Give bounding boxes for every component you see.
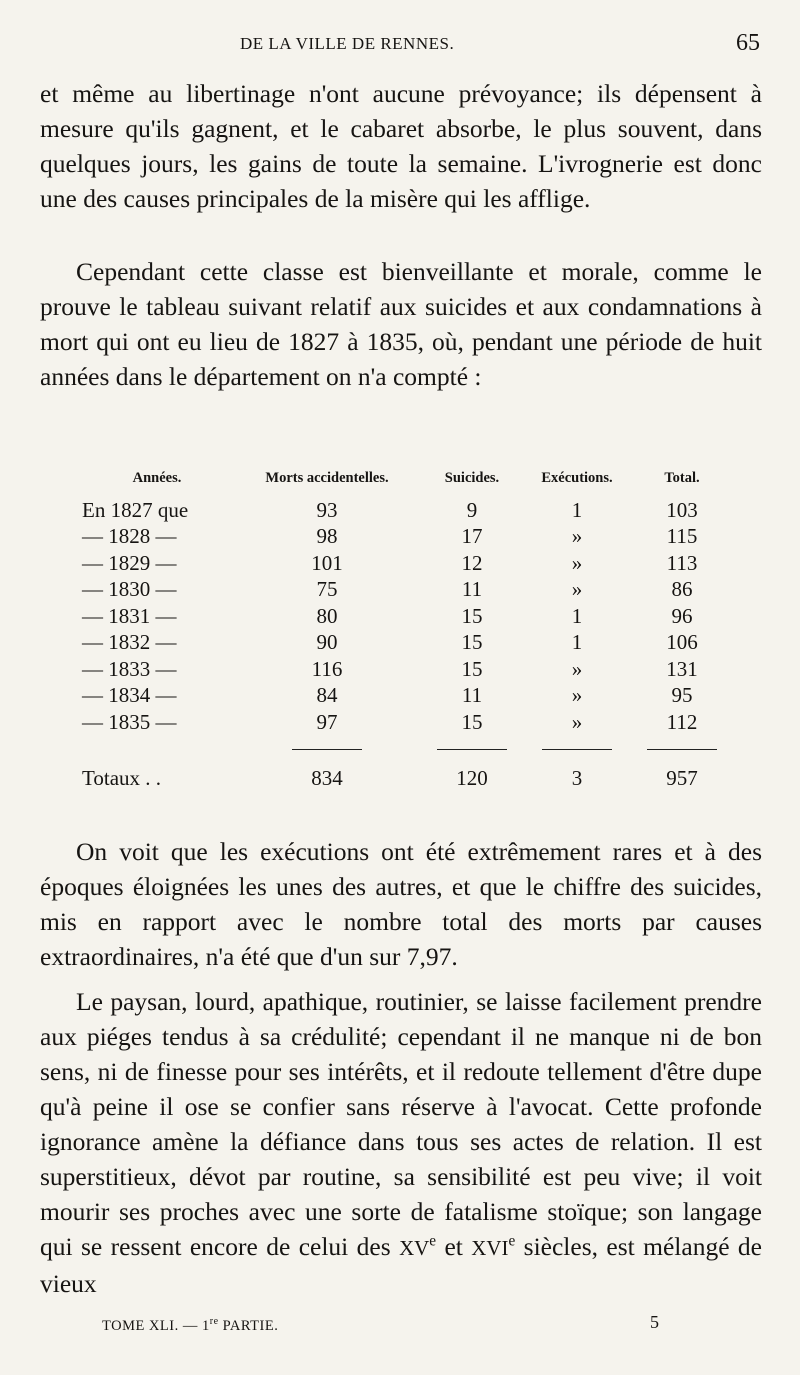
table-row bbox=[82, 497, 732, 524]
cell-accidental: 90 bbox=[316, 630, 338, 655]
table-row bbox=[82, 683, 732, 710]
cell-executions: » bbox=[571, 524, 583, 549]
paragraph-1: et même au libertinage n'ont aucune prévoyance; ils dépensent à mesure qu'ils gagnent, et le cabaret absorbe, le plus souvent, dans quelques jours, les gains de toute la semaine. L'ivrognerie est donc une des causes principales de la misère qui les afflige. bbox=[40, 79, 762, 213]
cell-year: En 1827 que bbox=[82, 497, 189, 522]
sum-rule bbox=[647, 749, 717, 750]
table-row bbox=[82, 577, 732, 604]
cell-year: — 1832 — bbox=[82, 630, 177, 655]
volume-text: TOME XLI. — 1 bbox=[102, 1318, 210, 1334]
cell-total: 131 bbox=[666, 656, 698, 681]
table-row bbox=[82, 603, 732, 630]
century-xvi-suffix: e bbox=[508, 1232, 516, 1250]
cell-suicides: 9 bbox=[466, 497, 478, 522]
table-row bbox=[82, 524, 732, 551]
cell-suicides: 11 bbox=[461, 577, 483, 602]
cell-total: 96 bbox=[671, 603, 693, 628]
cell-total: 112 bbox=[666, 709, 698, 734]
cell-executions: » bbox=[571, 683, 583, 708]
cell-suicides: 15 bbox=[461, 630, 483, 655]
paragraph-4-text: Le paysan, lourd, apathique, routinier, se laisse facilement prendre aux piéges tendus à sa crédulité; cependant il ne manque ni de bon sens, ni de finesse pour ses intérêts, et il redoute tellement d'être dupe qu'à peine il ose se confier sans réserve à l'avocat. Cette profonde ignorance amène la défiance dans tous ses actes de relation. Il est superstitieux, dévot par routine, sa sensibilité est peu vive; il voit mourir ses proches avec une sorte de fatalisme stoïque; son langage qui se ressent encore de celui des bbox=[40, 987, 762, 1261]
volume-note bbox=[102, 1318, 278, 1335]
total-suicides: 120 bbox=[456, 766, 488, 790]
cell-total: 115 bbox=[666, 524, 698, 549]
cell-accidental: 80 bbox=[316, 603, 338, 628]
signature-mark: 5 bbox=[650, 1312, 659, 1332]
cell-suicides: 12 bbox=[461, 550, 483, 575]
cell-total: 103 bbox=[666, 497, 698, 522]
cell-executions: 1 bbox=[571, 603, 583, 628]
paragraph-4-and: et bbox=[436, 1232, 472, 1261]
totals-label: Totaux . . bbox=[82, 766, 162, 790]
cell-year: — 1834 — bbox=[82, 683, 177, 708]
header-years: Années. bbox=[132, 470, 182, 486]
paragraph-2: Cependant cette classe est bienveillante et morale, comme le prouve le tableau suivant relatif aux suicides et aux condamnations à mort qui ont eu lieu de 1827 à 1835, où, pendant une période de huit années dans le département on n'a compté : bbox=[40, 257, 762, 391]
cell-accidental: 101 bbox=[311, 550, 343, 575]
sum-rule bbox=[542, 749, 612, 750]
table-row bbox=[82, 550, 732, 577]
cell-year: — 1829 — bbox=[82, 550, 177, 575]
cell-executions: » bbox=[571, 709, 583, 734]
total-executions: 3 bbox=[571, 766, 583, 790]
cell-accidental: 116 bbox=[311, 656, 343, 681]
statistics-table bbox=[82, 470, 732, 797]
paragraph-4-end: siècles, est mélangé de vieux bbox=[40, 1232, 762, 1298]
page-number: 65 bbox=[736, 30, 760, 56]
cell-accidental: 75 bbox=[316, 577, 338, 602]
sum-rule bbox=[437, 749, 507, 750]
century-xv-suffix: e bbox=[429, 1232, 437, 1250]
cell-year: — 1830 — bbox=[82, 577, 177, 602]
cell-year: — 1831 — bbox=[82, 603, 177, 628]
cell-executions: » bbox=[571, 577, 583, 602]
century-xv: XV bbox=[399, 1236, 430, 1260]
table-row bbox=[82, 630, 732, 657]
header-accidental-deaths: Morts accidentelles. bbox=[265, 470, 389, 486]
century-xvi: XVI bbox=[471, 1236, 509, 1260]
cell-total: 95 bbox=[671, 683, 693, 708]
cell-total: 113 bbox=[666, 550, 698, 575]
header-total: Total. bbox=[664, 470, 700, 486]
table-row bbox=[82, 709, 732, 736]
cell-year: — 1828 — bbox=[82, 524, 177, 549]
table-row bbox=[82, 656, 732, 683]
volume-end: PARTIE. bbox=[218, 1318, 279, 1334]
header-executions: Exécutions. bbox=[541, 470, 613, 486]
cell-suicides: 17 bbox=[461, 524, 483, 549]
cell-year: — 1835 — bbox=[82, 709, 177, 734]
cell-total: 86 bbox=[671, 577, 693, 602]
header-suicides: Suicides. bbox=[444, 470, 500, 486]
cell-total: 106 bbox=[666, 630, 698, 655]
cell-suicides: 15 bbox=[461, 709, 483, 734]
cell-executions: » bbox=[571, 656, 583, 681]
total-accidental: 834 bbox=[311, 766, 343, 790]
cell-accidental: 97 bbox=[316, 709, 338, 734]
cell-year: — 1833 — bbox=[82, 656, 177, 681]
totals-row bbox=[82, 761, 732, 797]
cell-executions: 1 bbox=[571, 630, 583, 655]
table-header-row bbox=[82, 470, 732, 497]
cell-executions: 1 bbox=[571, 497, 583, 522]
cell-suicides: 11 bbox=[461, 683, 483, 708]
cell-suicides: 15 bbox=[461, 603, 483, 628]
volume-sup: re bbox=[209, 1316, 219, 1328]
cell-accidental: 84 bbox=[316, 683, 338, 708]
sum-rule bbox=[292, 749, 362, 750]
cell-accidental: 93 bbox=[316, 497, 338, 522]
paragraph-3: On voit que les exécutions ont été extrêmement rares et à des époques éloignées les unes des autres, et que le chiffre des suicides, mis en rapport avec le nombre total des morts par causes extraordinaires, n'a été que d'un sur 7,97. bbox=[40, 837, 762, 971]
paragraph-4 bbox=[40, 984, 762, 1301]
sum-rule-row bbox=[82, 736, 732, 761]
cell-accidental: 98 bbox=[316, 524, 338, 549]
grand-total: 957 bbox=[666, 766, 698, 790]
running-title: DE LA VILLE DE RENNES. bbox=[240, 34, 455, 53]
cell-suicides: 15 bbox=[461, 656, 483, 681]
cell-executions: » bbox=[571, 550, 583, 575]
